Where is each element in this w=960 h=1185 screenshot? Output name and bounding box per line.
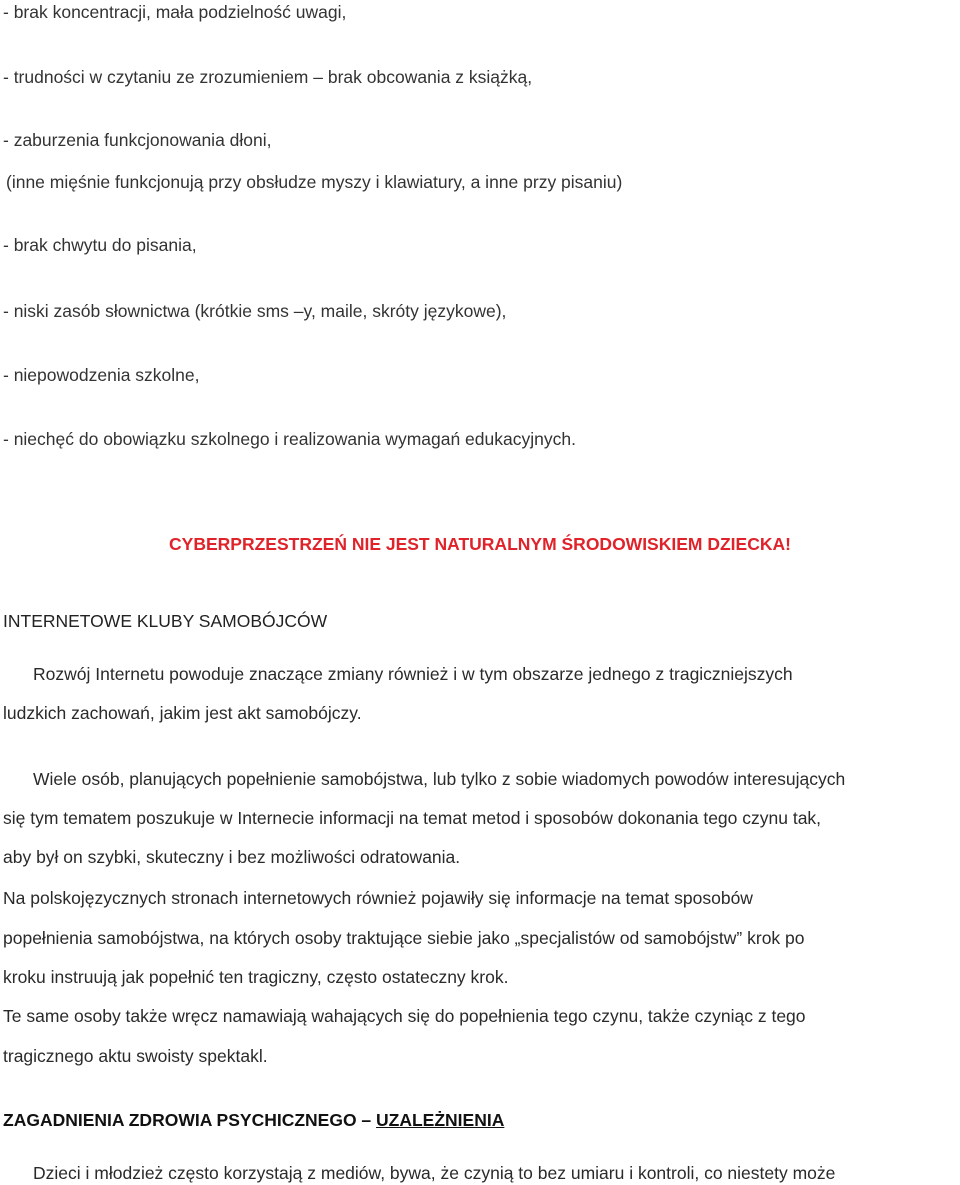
section-heading-part: ZAGADNIENIA ZDROWIA PSYCHICZNEGO – [3, 1110, 377, 1130]
paragraph-line: Te same osoby także wręcz namawiają wahających się do popełnienia tego czynu, także czyniąc z tego [3, 1006, 806, 1026]
paragraph-line: tragicznego aktu swoisty spektakl. [3, 1046, 268, 1066]
list-item: - brak koncentracji, mała podzielność uwagi, [3, 2, 347, 22]
warning-banner: CYBERPRZESTRZEŃ NIE JEST NATURALNYM ŚRODOWISKIEM DZIECKA! [169, 534, 791, 554]
paragraph-line: kroku instruują jak popełnić ten tragiczny, często ostateczny krok. [3, 967, 509, 987]
section-heading: INTERNETOWE KLUBY SAMOBÓJCÓW [3, 611, 328, 631]
paragraph-line: się tym tematem poszukuje w Internecie informacji na temat metod i sposobów dokonania tego czynu tak, [3, 808, 822, 828]
list-item-note: (inne mięśnie funkcjonują przy obsłudze myszy i klawiatury, a inne przy pisaniu) [6, 172, 623, 192]
paragraph-line: aby był on szybki, skuteczny i bez możliwości odratowania. [3, 847, 461, 867]
paragraph-line: popełnienia samobójstwa, na których osoby traktujące siebie jako „specjalistów od samobójstw” krok po [3, 928, 805, 948]
section-heading-underlined: UZALEŻNIENIA [376, 1110, 505, 1130]
list-item: - brak chwytu do pisania, [3, 235, 197, 255]
list-item: - niepowodzenia szkolne, [3, 365, 200, 385]
paragraph-line: Na polskojęzycznych stronach internetowych również pojawiły się informacje na temat sposobów [3, 888, 753, 908]
paragraph-line: Dzieci i młodzież często korzystają z mediów, bywa, że czynią to bez umiaru i kontroli, co niestety może [33, 1163, 836, 1183]
list-item: - niechęć do obowiązku szkolnego i realizowania wymagań edukacyjnych. [3, 429, 576, 449]
paragraph-line: Wiele osób, planujących popełnienie samobójstwa, lub tylko z sobie wiadomych powodów interesujących [33, 769, 846, 789]
list-item: - zaburzenia funkcjonowania dłoni, [3, 130, 272, 150]
paragraph-line: Rozwój Internetu powoduje znaczące zmiany również i w tym obszarze jednego z tragiczniejszych [33, 664, 793, 684]
section-heading [3, 1109, 504, 1131]
list-item: - trudności w czytaniu ze zrozumieniem – brak obcowania z książką, [3, 67, 533, 87]
paragraph-line: ludzkich zachowań, jakim jest akt samobójczy. [3, 703, 362, 723]
list-item: - niski zasób słownictwa (krótkie sms –y, maile, skróty językowe), [3, 301, 507, 321]
